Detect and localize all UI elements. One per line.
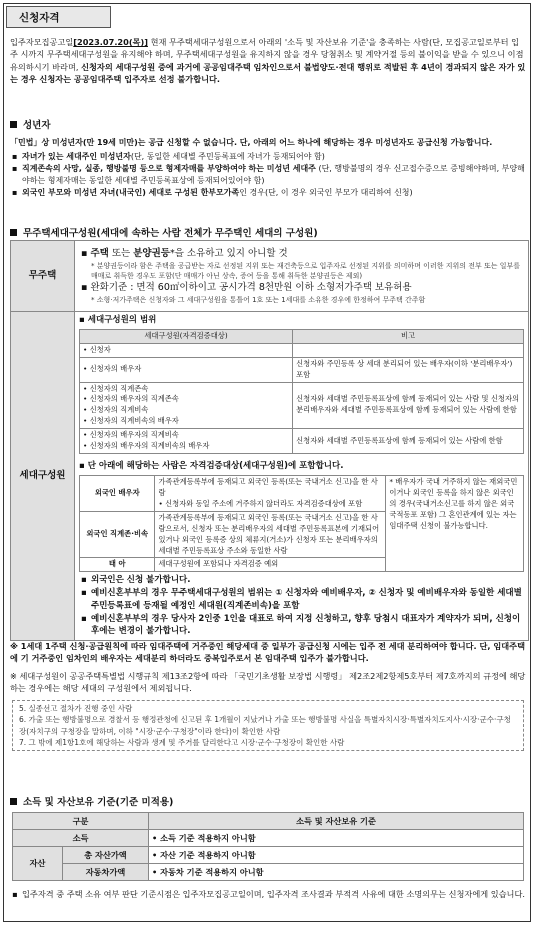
asset-row-value: • 자산 기준 적용하지 아니함 (149, 847, 524, 864)
nohouse-relief: ▪ 완화기준 : 면적 60㎡이하이고 공시가격 8천만원 이하 소형저가주택 보유허용 (81, 282, 412, 294)
minor-item: ▪ 외국인 부모와 미성년 자녀(내국인) 세대로 구성된 한부모가족인 경우(단, 이 경우 외국인 부모가 대리하여 신청) (10, 187, 526, 199)
footer-note: ▪ 입주자격 중 주택 소유 여부 판단 기준시점은 입주자모집공고일이며, 입주자격 조사결과 부적격 사유에 대한 소명의무는 신청자에게 있습니다. (12, 889, 525, 899)
extra-rule: ▪ 예비신혼부부의 경우 무주택세대구성원의 범위는 ① 신청자와 예비배우자, ② 신청자 및 예비배우자와 동일한 세대별 주민등록표에 등재될 예정인 세대원(직계존비속)을 포함 (79, 587, 524, 613)
range-row: • 신청자 (80, 343, 293, 357)
intro-paragraph (10, 36, 526, 85)
intro-date: [2023.07.20(목)] (73, 37, 148, 47)
minor-list (10, 151, 526, 199)
range-note: 신청자와 세대별 주민등록표상에 함께 등재되어 있는 사람에 한함 (293, 429, 524, 454)
nohouse-note: * 분양권등이라 함은 주택을 공급받는 자로 선정된 지위 또는 재건축등으로 입주자로 선정된 지위를 의미하며 이러한 지위의 전부 또는 일부를 매매로 취득한 경우도 포함(단 매매가 아닌 상속, 증여 등을 통해 취득한 분양권등은 제외) (91, 261, 520, 280)
foreign-table (79, 475, 524, 573)
exception-title: ▪ 단 아래에 해당하는 사람은 자격검증대상(세대구성원)에 포함합니다. (79, 461, 344, 472)
nohouse-label: 무주택 (11, 241, 75, 312)
range-note: 신청자와 주민등록 상 세대 분리되어 있는 배우자(이하 '분리배우자') 포함 (293, 357, 524, 382)
intro-warning: 신청자의 세대구성원 중에 과거에 공공임대주택 임차인으로서 불법양도·전대 행위로 적발된 후 4년이 경과되지 않은 자가 있는 경우 신청자는 공공임대주택 입주자로 선정 불가합니다. (10, 61, 526, 84)
household-heading: 무주택세대구성원(세대에 속하는 사람 전체가 무주택인 세대의 구성원) (10, 227, 526, 241)
income-heading: 소득 및 자산보유 기준(기준 미적용) (10, 796, 526, 810)
income-table (12, 812, 524, 881)
range-row: • 신청자의 직계존속 • 신청자의 배우자의 직계존속 • 신청자의 직계비속 • 신청자의 직계비속의 배우자 (80, 382, 293, 429)
income-col2: 소득 및 자산보유 기준 (149, 813, 524, 830)
range-row: • 신청자의 배우자 (80, 357, 293, 382)
minor-item: ▪ 직계존속의 사망, 실종, 행방불명 등으로 형제자매를 부양하여야 하는 미성년 세대주 (단, 행방불명의 경우 신고접수증으로 증빙해야하며, 부양해야하는 형제자매는 동일한 세대별 주민등록표상에 등재되어있어야 함) (10, 163, 526, 187)
square-bullet-icon (10, 229, 17, 236)
fetus-desc: 세대구성원에 포함되나 자격검증 예외 (155, 558, 386, 572)
income-row-value: • 소득 기준 적용하지 아니함 (149, 830, 524, 847)
intro-prefix: 입주자모집공고일 (10, 37, 74, 47)
asset-row-label: 총 자산가액 (63, 847, 149, 864)
extra-rule: ▪ 외국인은 신청 불가합니다. (79, 574, 524, 587)
income-col1: 구분 (13, 813, 149, 830)
asset-label: 자산 (13, 847, 63, 881)
bullet-icon: ▪ (12, 889, 18, 899)
minor-section (10, 119, 526, 199)
income-row-label: 소득 (13, 830, 149, 847)
range-col2: 비고 (293, 329, 524, 343)
foreign-footnote: * 배우자가 국내 거주하지 않는 재외국민이거나 외국인 등록을 하지 않은 외국인의 경우(국내거소신고를 하지 않은 외국국적동포 포함) 그 혼인관계에 있는 자는 임대주택 신청이 불가능합니다. (386, 475, 524, 572)
household-cell (75, 312, 529, 641)
intro-text: 현재 무주택세대구성원으로서 아래의 '소득 및 자산보유 기준'을 충족하는 사람(단, 모집공고일로부터 입주 시까지 무주택세대구성원을 유지해야 하며, 무주택세대구성원을 유지하지 않을 경우 당첨취소 및 계약거절 등의 불이익을 받을 수 있으니 이점 유의하시기 바라며, (10, 37, 524, 72)
income-heading-row (10, 796, 526, 810)
range-col1: 세대구성원(자격검증대상) (80, 329, 293, 343)
foreign-family-label: 외국인 직계존·비속 (80, 511, 155, 558)
minor-item: ▪ 자녀가 있는 세대주인 미성년자(단, 동일한 세대별 주민등록표에 자녀가 등재되어야 함) (10, 151, 526, 163)
extra-rules (79, 574, 524, 638)
range-title: ▪ 세대구성원의 범위 (79, 315, 157, 325)
square-bullet-icon (10, 121, 17, 128)
fetus-label: 태 아 (80, 558, 155, 572)
minor-paragraph: 「민법」상 미성년자(만 19세 미만)는 공급 신청할 수 없습니다. 단, 아래의 어느 하나에 해당하는 경우 미성년자도 공급신청 가능합니다. (10, 138, 493, 148)
exclusion-item: 7. 그 밖에 제1항1호에 해당하는 사람과 생계 및 주거를 달리한다고 시장·군수·구청장이 확인한 사람 (19, 737, 345, 747)
square-bullet-icon (10, 798, 17, 805)
eligibility-table (10, 240, 529, 641)
exclusion-item: 5. 실종선고 절차가 진행 중인 사람 (19, 704, 133, 713)
foreign-family-desc: 가족관계등록부에 등재되고 외국인 등록(또는 국내거소 신고)을 한 사람으로서, 신청자 또는 분리배우자의 세대별 주민등록표본에 기재되어 있거나 외국인 등록증 상의 체류지(거소)가 신청자 또는 분리배우자의 세대별 주민등록표상 주소와 동일한 사람 (155, 511, 386, 558)
nohouse-cell (75, 241, 529, 312)
car-row-value: • 자동차 기준 적용하지 아니함 (149, 864, 524, 881)
foreign-spouse-desc: 가족관계등록부에 등재되고 외국인 등록(또는 국내거소 신고)을 한 사람 • 신청자와 동일 주소에 거주하지 않더라도 자격검증대상에 포함 (155, 475, 386, 511)
nohouse-rule: ▪ 주택 또는 분양권등*을 소유하고 있지 아니할 것 (81, 247, 288, 259)
exclusion-box (12, 700, 524, 751)
foreign-spouse-label: 외국인 배우자 (80, 475, 155, 511)
minor-heading: 성년자 (10, 119, 526, 133)
exclusion-item: 6. 가출 또는 행방불명으로 경찰서 등 행정관청에 신고된 후 1개월이 지났거나 가출 또는 행방불명 사실을 특별자치시장·특별자치도지사·시장·군수·구청장(자치구의 구청장을 말하며, 이하 "시장·군수·구청장"이라 한다)이 확인한 사람 (19, 715, 511, 736)
car-row-label: 자동차가액 (63, 864, 149, 881)
section-title: 신청자격 (6, 6, 111, 28)
range-row: • 신청자의 배우자의 직계비속 • 신청자의 배우자의 직계비속의 배우자 (80, 429, 293, 454)
note-single-house: ※ 1세대 1주택 신청·공급원칙에 따라 임대주택에 거주중인 해당세대 중 일부가 공급신청 시에는 입주 전 세대 분리하여야 합니다. 단, 임대주택에 기 거주중인 임차인의 배우자는 세대분리 하더라도 중복입주로서 본 임대주택 입주가 불가합니다. (10, 641, 525, 664)
note-exclusion: ※ 세대구성원이 공공주택특별법 시행규칙 제13조2항에 따라 「국민기초생활 보장법 시행령」 제2조2제2항제5호부터 제7호까지의 규정에 해당하는 경우에는 해당 세대의 구성원에서 제외됩니다. (10, 671, 526, 694)
nohouse-relief-note: * 소형·저가주택은 신청자와 그 세대구성원을 통틀어 1호 또는 1세대를 소유한 경우에 한정하여 무주택 간주함 (91, 296, 426, 305)
household-label: 세대구성원 (11, 312, 75, 641)
extra-rule: ▪ 예비신혼부부의 경우 당사자 2인중 1인을 대표로 하여 지정 신청하고, 향후 당첨시 대표자가 계약자가 되며, 신청이후에는 변경이 불가합니다. (79, 613, 524, 639)
range-table (79, 329, 524, 454)
range-note: 신청자와 세대별 주민등록표상에 함께 등재되어 있는 사람 및 신청자의 분리배우자와 세대별 주민등록표상에 함께 등재되어 있는 사람에 한함 (293, 382, 524, 429)
